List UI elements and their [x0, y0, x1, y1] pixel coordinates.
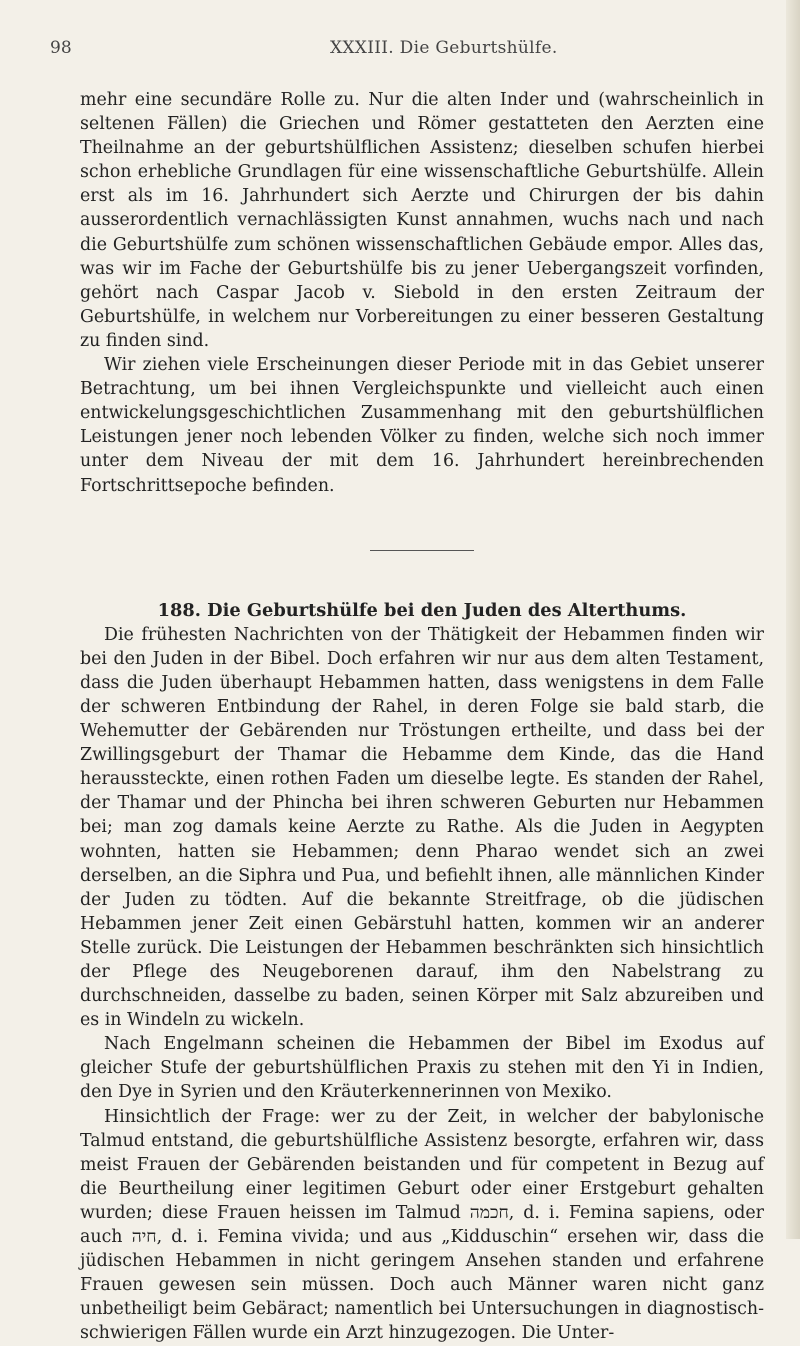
paragraph: Nach Engelmann scheinen die Hebammen der Bibel im Exodus auf gleicher Stufe der geburtshülflichen Praxis zu stehen mit den Yi in Indien, den Dye in Syrien und den Kräuterkennerinnen von Mexiko.: [80, 1034, 764, 1103]
page-number: 98: [50, 38, 72, 58]
section-divider: [370, 550, 474, 551]
page-body: [80, 88, 764, 1346]
paragraph: Hinsichtlich der Frage: wer zu der Zeit, in welcher der babylonische Talmud entstand, die geburtshülfliche Assistenz besorgte, erfahren wir, dass meist Frauen der Gebärenden beistanden und für competent in Bezug auf die Beurtheilung einer legitimen Geburt oder einer Erstgeburt gehalten wurden; diese Frauen heissen im Talmud חכמה, d. i. Femina sapiens, oder auch חיה, d. i. Femina vivida; und aus „Kidduschin“ ersehen wir, dass die jüdischen Hebammen in nicht geringem Ansehen standen und erfahrene Frauen gewesen sein müssen. Doch auch Männer waren nicht ganz unbetheiligt beim Gebäract; namentlich bei Untersuchungen in diagnostisch-schwierigen Fällen wurde ein Arzt hinzugezogen. Die Unter-: [80, 1106, 764, 1344]
section-heading: 188. Die Geburtshülfe bei den Juden des Alterthums.: [157, 599, 687, 621]
paragraph: Wir ziehen viele Erscheinungen dieser Periode mit in das Gebiet unserer Betrachtung, um bei ihnen Vergleichspunkte und vielleicht auch einen entwickelungsgeschichtlichen Zusammenhang mit den geburtshülflichen Leistungen jener noch lebenden Völker zu finden, welche sich noch immer unter dem Niveau der mit dem 16. Jahrhundert hereinbrechenden Fortschrittsepoche befinden.: [80, 355, 764, 496]
paragraph: Die frühesten Nachrichten von der Thätigkeit der Hebammen finden wir bei den Juden in der Bibel. Doch erfahren wir nur aus dem alten Testament, dass die Juden überhaupt Hebammen hatten, dass wenigstens in dem Falle der schweren Entbindung der Rahel, in deren Folge sie bald starb, die Wehemutter der Gebärenden nur Tröstungen ertheilte, und dass bei der Zwillingsgeburt der Thamar die Hebamme dem Kinde, das die Hand heraussteckte, einen rothen Faden um dieselbe legte. Es standen der Rahel, der Thamar und der Phincha bei ihren schweren Geburten nur Hebammen bei; man zog damals keine Aerzte zu Rathe. Als die Juden in Aegypten wohnten, hatten sie Hebammen; denn Pharao wendet sich an zwei derselben, an die Siphra und Pua, und befiehlt ihnen, alle männlichen Kinder der Juden zu tödten. Auf die bekannte Streitfrage, ob die jüdischen Hebammen jener Zeit einen Gebärstuhl hatten, kommen wir an anderer Stelle zurück. Die Leistungen der Hebammen beschränkten sich hinsichtlich der Pflege des Neugeborenen darauf, ihm den Nabelstrang zu durchschneiden, dasselbe zu baden, seinen Körper mit Salz abzureiben und es in Windeln zu wickeln.: [80, 624, 764, 1031]
paragraph: mehr eine secundäre Rolle zu. Nur die alten Inder und (wahrscheinlich in seltenen Fällen) die Griechen und Römer gestatteten den Aerzten eine Theilnahme an der geburtshülflichen Assistenz; dieselben schufen hierbei schon erhebliche Grundlagen für eine wissenschaftliche Geburtshülfe. Allein erst als im 16. Jahrhundert sich Aerzte und Chirurgen der bis dahin ausserordentlich vernachlässigten Kunst annahmen, wuchs nach und nach die Geburtshülfe zum schönen wissenschaftlichen Gebäude empor. Alles das, was wir im Fache der Geburtshülfe bis zu jener Uebergangszeit vorfinden, gehört nach Caspar Jacob v. Siebold in den ersten Zeitraum der Geburtshülfe, in welchem nur Vorbereitungen zu einer besseren Gestaltung zu finden sind.: [80, 90, 764, 351]
running-head: XXXIII. Die Geburtshülfe.: [330, 38, 558, 58]
page-edge: [786, 0, 800, 1239]
